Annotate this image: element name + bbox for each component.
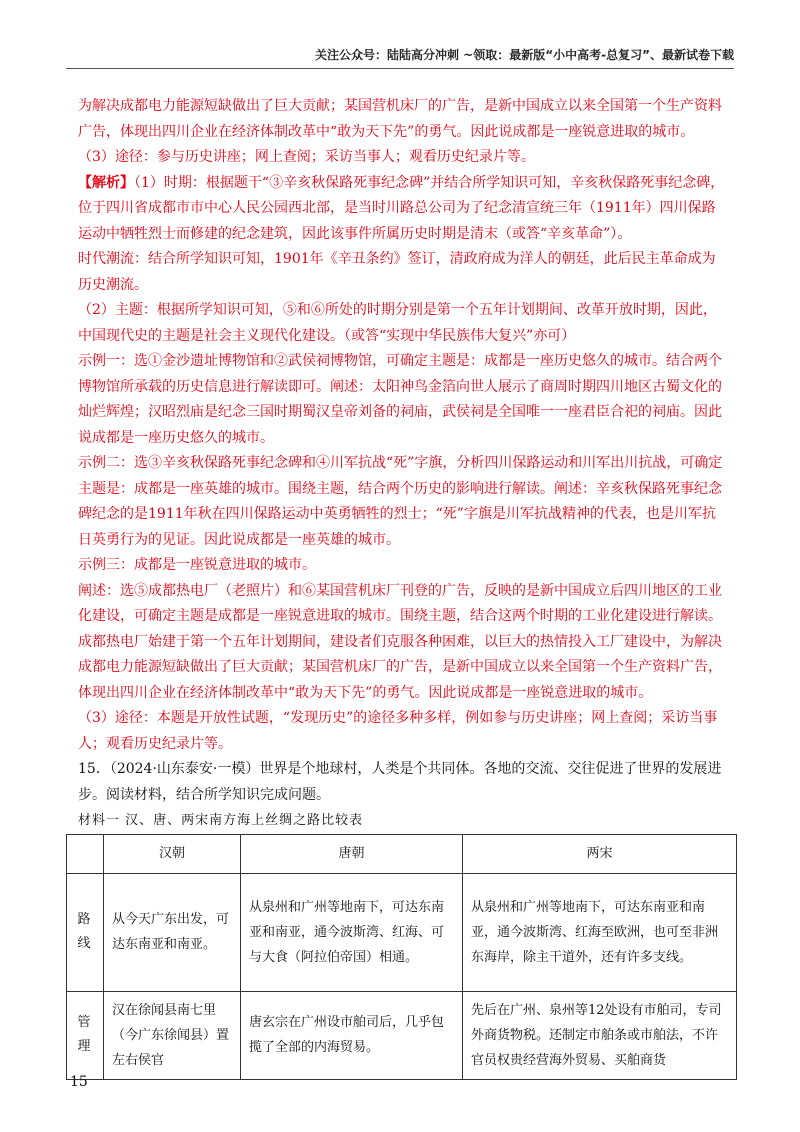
header-divider <box>66 68 734 69</box>
table-cell: 从今天广东出发，可达东南亚和南亚。 <box>104 873 241 991</box>
page-header: 关注公众号：陆陆高分冲刺 ~领取：最新版“小中高考-总复习”、最新试卷下载 <box>315 48 734 62</box>
table-row-label: 管理 <box>67 991 104 1079</box>
answer-tail-text: 为解决成都电力能源短缺做出了巨大贡献；某国营机床厂的广告，是新中国成立以来全国第一个生产资料广告，体现出四川企业在经济体制改革中“敢为天下先”的勇气。因此说成都是一座锐意进取的城市。 <box>78 98 722 140</box>
analysis-paragraph-3: （2）主题：根据所学知识可知，⑤和⑥所处的时期分别是第一个五年计划期间、改革开放时期，因此，中国现代史的主题是社会主义现代化建设。（或答“实现中华民族伟大复兴”亦可） <box>78 302 717 344</box>
analysis-paragraph-1 <box>78 171 726 248</box>
table-header-cell: 汉朝 <box>104 834 241 873</box>
question-15-stem: 15．（2024·山东泰安·一模）世界是个地球村，人类是个共同体。各地的交流、交往促进了世界的发展进步。阅读材料，结合所学知识完成问题。 <box>78 761 722 803</box>
analysis-paragraph-2: 时代潮流：结合所学知识可知，1901年《辛丑条约》签订，清政府成为洋人的朝廷，此后民主革命成为历史潮流。 <box>78 251 716 293</box>
table-header-row <box>67 834 737 873</box>
analysis-tag: 【解析】 <box>78 174 134 191</box>
table-row <box>67 873 737 991</box>
table-row <box>67 991 737 1079</box>
table-cell: 唐玄宗在广州设市舶司后，几乎包揽了全部的内海贸易。 <box>241 991 463 1079</box>
table-cell: 从泉州和广州等地南下，可达东南亚和南亚，通今波斯湾、红海、可与大食（阿拉伯帝国）相通。 <box>241 873 463 991</box>
answer-tail-method: （3）途径：参与历史讲座；网上查阅；采访当事人；观看历史纪录片等。 <box>78 149 535 165</box>
silk-road-comparison-table <box>66 834 737 1080</box>
document-body <box>78 94 726 1080</box>
table-cell: 从泉州和广州等地南下，可达东南亚和南亚，通今波斯湾、红海至欧洲，也可至非洲东海岸，除主干道外，还有许多支线。 <box>463 873 737 991</box>
analysis-p1-text: （1）时期：根据题干“③辛亥秋保路死事纪念碑”并结合所学知识可知，辛亥秋保路死事纪念碑，位于四川省成都市市中心人民公园西北部，是当时川路总公司为了纪念清宣统三年（1911年）四川保路运动中牺牲烈士而修建的纪念建筑，因此该事件所属历史时期是清末（或答“辛亥革命”）。 <box>78 174 725 242</box>
analysis-example-2: 示例二：选③辛亥秋保路死事纪念碑和④川军抗战“死”字旗，分析四川保路运动和川军出川抗战，可确定主题是：成都是一座英雄的城市。围绕主题，结合两个历史的影响进行解读。阐述：辛亥秋保路死事纪念碑纪念的是1911年秋在四川保路运动中英勇牺牲的烈士；“死”字旗是川军抗战精神的代表，也是川军抗日英勇行为的见证。因此说成都是一座英雄的城市。 <box>78 455 723 548</box>
page-number: 15 <box>70 1074 88 1090</box>
analysis-paragraph-method: （3）途径：本题是开放性试题，“发现历史”的途径多种多样，例如参与历史讲座；网上查阅；采访当事人；观看历史纪录片等。 <box>78 710 718 752</box>
table-header-cell <box>67 834 104 873</box>
table-row-label: 路线 <box>67 873 104 991</box>
analysis-example-1: 示例一：选①金沙遗址博物馆和②武侯祠博物馆，可确定主题是：成都是一座历史悠久的城市。结合两个博物馆所承载的历史信息进行解读即可。阐述：太阳神鸟金箔向世人展示了商周时期四川地区古蜀文化的灿烂辉煌；汉昭烈庙是纪念三国时期蜀汉皇帝刘备的祠庙，武侯祠是全国唯一一座君臣合祀的祠庙。因此说成都是一座历史悠久的城市。 <box>78 353 722 446</box>
table-header-cell: 唐朝 <box>241 834 463 873</box>
analysis-example-3-body: 阐述：选⑤成都热电厂（老照片）和⑥某国营机床厂刊登的广告，反映的是新中国成立后四川地区的工业化建设，可确定主题是成都是一座锐意进取的城市。围绕主题，结合这两个时期的工业化建设进行解读。成都热电厂始建于第一个五年计划期间，建设者们克服各种困难，以巨大的热情投入工厂建设中，为解决成都电力能源短缺做出了巨大贡献；某国营机床厂的广告，是新中国成立以来全国第一个生产资料广告，体现出四川企业在经济体制改革中“敢为天下先”的勇气。因此说成都是一座锐意进取的城市。 <box>78 582 722 701</box>
analysis-example-3-title: 示例三：成都是一座锐意进取的城市。 <box>78 557 316 573</box>
table-header-cell: 两宋 <box>463 834 737 873</box>
table-cell: 汉在徐闻县南七里（今广东徐闻县）置左右侯官 <box>104 991 241 1079</box>
material-1-title: 材料一 汉、唐、两宋南方海上丝绸之路比较表 <box>78 813 364 828</box>
table-cell: 先后在广州、泉州等12处设有市舶司，专司外商货物税。还制定市舶条或市舶法，不许官员权贵经营海外贸易、买舶商货 <box>463 991 737 1079</box>
